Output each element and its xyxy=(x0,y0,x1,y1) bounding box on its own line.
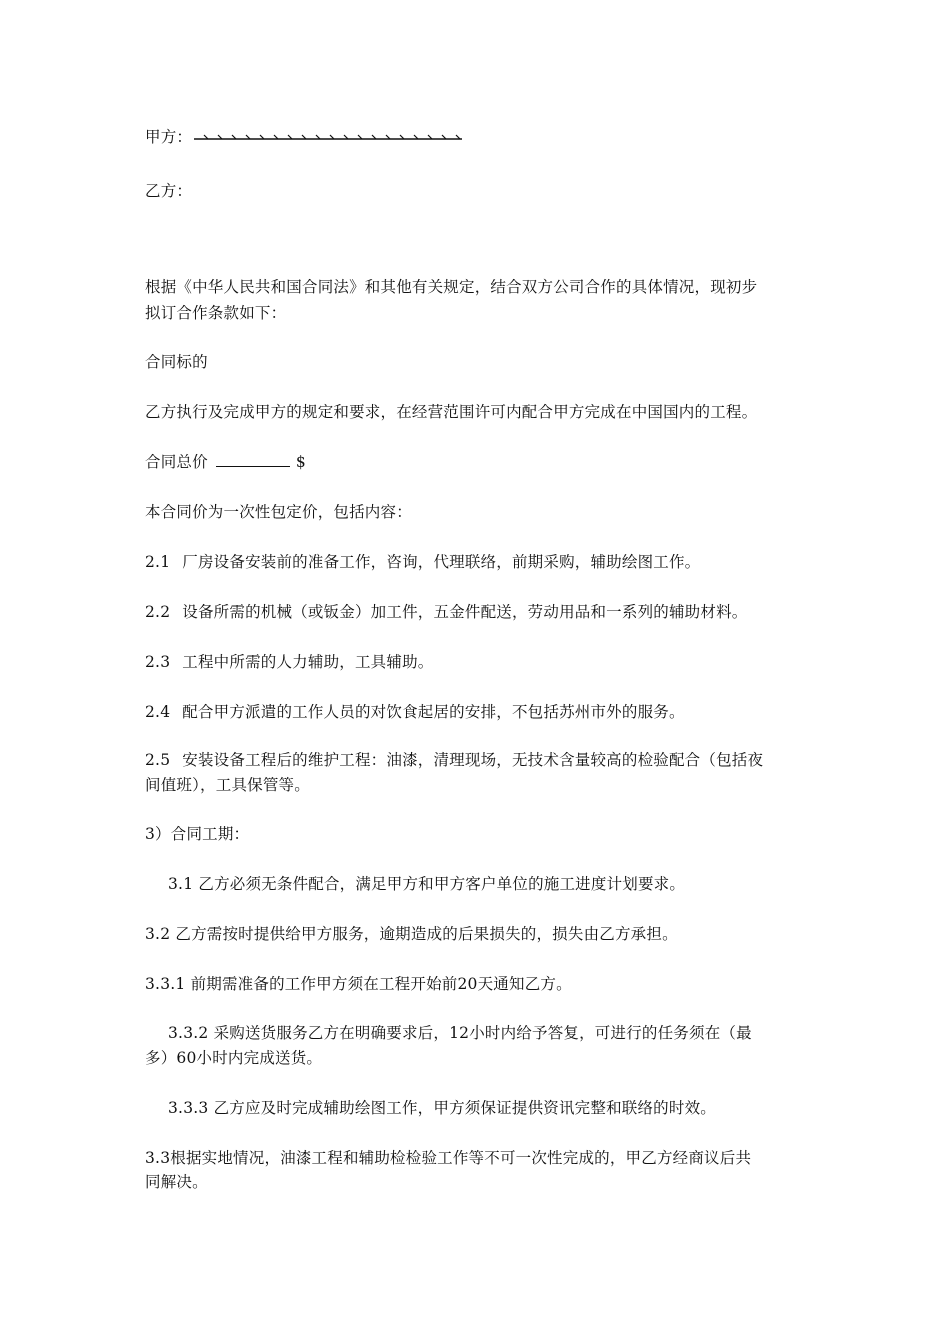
item-text: 设备所需的机械（或钣金）加工件，五金件配送，劳动用品和一系列的辅助材料。 xyxy=(182,603,748,621)
list-item xyxy=(145,652,433,672)
item-number: 2.3 xyxy=(145,653,171,671)
intro-line-2: 拟订合作条款如下： xyxy=(145,304,287,322)
item-text: 安装设备工程后的维护工程：油漆，清理现场，无技术含量较高的检验配合（包括夜 xyxy=(182,751,764,769)
price-currency: $ xyxy=(295,453,306,471)
clause-3-1: 3.1 乙方必须无条件配合，满足甲方和甲方客户单位的施工进度计划要求。 xyxy=(168,875,686,893)
arrow-marks xyxy=(194,132,462,144)
list-item xyxy=(145,552,700,572)
list-item xyxy=(145,702,685,722)
price-label: 合同总价 xyxy=(145,453,208,471)
price-desc: 本合同价为一次性包定价，包括内容： xyxy=(145,503,412,521)
item-number: 2.2 xyxy=(145,603,171,621)
clause-3-3-line-2: 同解决。 xyxy=(145,1173,208,1191)
clause-3-3-3: 3.3.3 乙方应及时完成辅助绘图工作，甲方须保证提供资讯完整和联络的时效。 xyxy=(168,1099,716,1117)
item-number: 2.4 xyxy=(145,703,171,721)
item-text-continued: 间值班），工具保管等。 xyxy=(145,776,310,794)
item-text: 厂房设备安装前的准备工作，咨询，代理联络，前期采购，辅助绘图工作。 xyxy=(182,553,701,571)
item-text: 工程中所需的人力辅助，工具辅助。 xyxy=(182,653,434,671)
party-b-label: 乙方： xyxy=(145,182,193,200)
list-item xyxy=(145,750,763,770)
term-heading: 3）合同工期： xyxy=(145,825,250,843)
price-line xyxy=(145,452,306,472)
party-a-label: 甲方： xyxy=(145,128,193,146)
clause-3-3-2-line-2: 多）60小时内完成送货。 xyxy=(145,1049,323,1067)
clause-3-3-2-line-1: 3.3.2 采购送货服务乙方在明确要求后，12小时内给予答复，可进行的任务须在（最 xyxy=(168,1024,752,1042)
party-a-line xyxy=(145,127,462,147)
price-blank xyxy=(216,452,290,467)
clause-3-2: 3.2 乙方需按时提供给甲方服务，逾期造成的后果损失的，损失由乙方承担。 xyxy=(145,925,678,943)
clause-3-3-1: 3.3.1 前期需准备的工作甲方须在工程开始前20天通知乙方。 xyxy=(145,975,572,993)
subject-heading: 合同标的 xyxy=(145,353,208,371)
item-text: 配合甲方派遣的工作人员的对饮食起居的安排，不包括苏州市外的服务。 xyxy=(182,703,685,721)
intro-line-1: 根据《中华人民共和国合同法》和其他有关规定，结合双方公司合作的具体情况，现初步 xyxy=(145,278,758,296)
item-number: 2.5 xyxy=(145,751,171,769)
item-number: 2.1 xyxy=(145,553,171,571)
list-item xyxy=(145,602,747,622)
subject-text: 乙方执行及完成甲方的规定和要求，在经营范围许可内配合甲方完成在中国国内的工程。 xyxy=(145,403,758,421)
clause-3-3-line-1: 3.3根据实地情况，油漆工程和辅助检检验工作等不可一次性完成的，甲乙方经商议后共 xyxy=(145,1149,752,1167)
